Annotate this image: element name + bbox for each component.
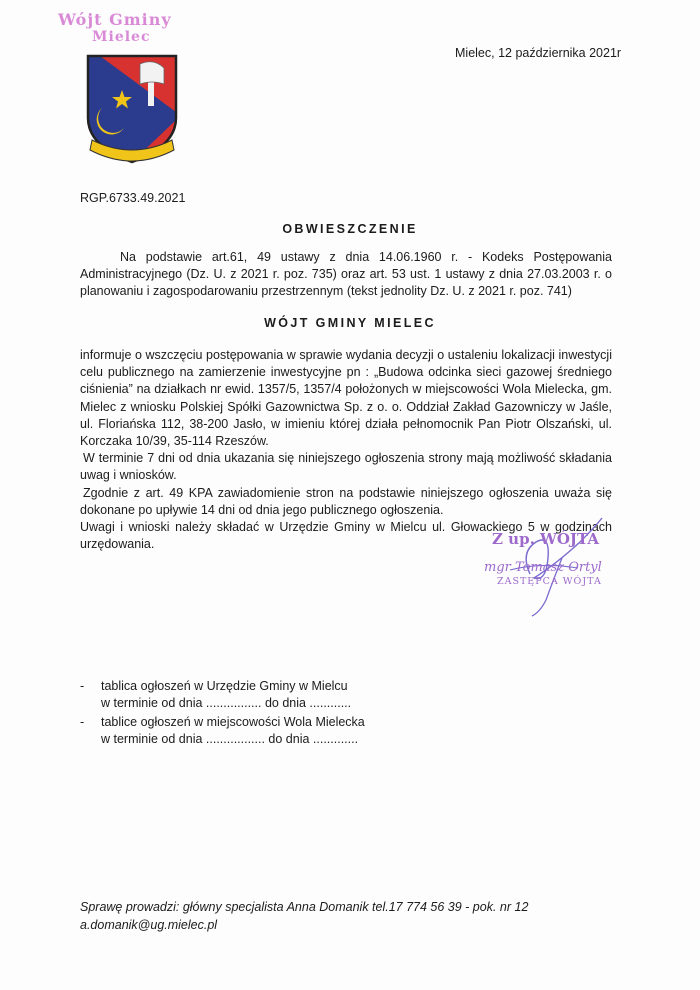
contact-footer [80, 898, 620, 934]
signature-stamp-role: ZASTĘPCA WÓJTA [497, 576, 602, 587]
list-item-line1: tablica ogłoszeń w Urzędzie Gminy w Mielcu [101, 679, 348, 693]
list-item [80, 678, 480, 712]
reference-number: RGP.6733.49.2021 [80, 191, 186, 205]
notification-paragraph: Zgodnie z art. 49 KPA zawiadomienie stron na podstawie niniejszego ogłoszenia uważa się dokonane po upływie 14 dni od dnia jego publicznego ogłoszenia. [80, 485, 612, 517]
list-dash: - [80, 715, 85, 729]
list-item-line1: tablice ogłoszeń w miejscowości Wola Mielecka [101, 715, 365, 729]
list-item [80, 714, 480, 748]
submission-place-paragraph: Uwagi i wnioski należy składać w Urzędzie Gminy w Mielcu ul. Głowackiego 5 w godzinach urzędowania. [80, 520, 612, 552]
signature-stamp-line1: Z up. WÓJTA [492, 530, 599, 548]
office-stamp-line2: Mielec [92, 29, 151, 45]
office-stamp-line1: Wójt Gminy [58, 10, 172, 29]
list-item-line2: w terminie od dnia ................ do dnia ............ [101, 696, 352, 710]
distribution-list [80, 678, 480, 750]
list-dash: - [80, 679, 85, 693]
contact-email: a.domanik@ug.mielec.pl [80, 918, 218, 932]
coat-of-arms-icon [82, 50, 182, 168]
comments-deadline-paragraph: W terminie 7 dni od dnia ukazania się niniejszego ogłoszenia strony mają możliwość składania uwag i wniosków. [80, 451, 612, 483]
list-item-line2: w terminie od dnia ................. do dnia ............. [101, 732, 359, 746]
legal-basis-paragraph: Na podstawie art.61, 49 ustawy z dnia 14.06.1960 r. - Kodeks Postępowania Administracyjnego (Dz. U. z 2021 r. poz. 735) oraz art. 53 ust. 1 ustawy z dnia 27.03.2003 r. o planowaniu i zagospodarowaniu przestrzennym (tekst jednolity Dz. U. z 2021 r. poz. 741) [80, 250, 612, 299]
issuer-heading: WÓJT GMINY MIELEC [264, 316, 436, 330]
document-title: OBWIESZCZENIE [282, 222, 418, 236]
announcement-paragraph: informuje o wszczęciu postępowania w sprawie wydania decyzji o ustaleniu lokalizacji inwestycji celu publicznego na zamierzenie inwestycyjne pn : „Budowa odcinka sieci gazowej średniego ciśnienia” na działkach nr ewid. 1357/5, 1357/4 położonych w miejscowości Wola Mielecka, gm. Mielec z wniosku Polskiej Spółki Gazownictwa Sp. z o. o. Oddział Zakład Gazowniczy w Jaśle, ul. Floriańska 112, 38-200 Jasło, w imieniu której działa pełnomocnik Pan Piotr Olszański, ul. Korczaka 10/39, 35-114 Rzeszów. [80, 348, 612, 449]
signature-stamp-name: mgr Tomasz Ortyl [484, 560, 602, 575]
contact-person: Sprawę prowadzi: główny specjalista Anna Domanik tel.17 774 56 39 - pok. nr 12 [80, 900, 529, 914]
document-date: Mielec, 12 października 2021r [455, 46, 622, 60]
